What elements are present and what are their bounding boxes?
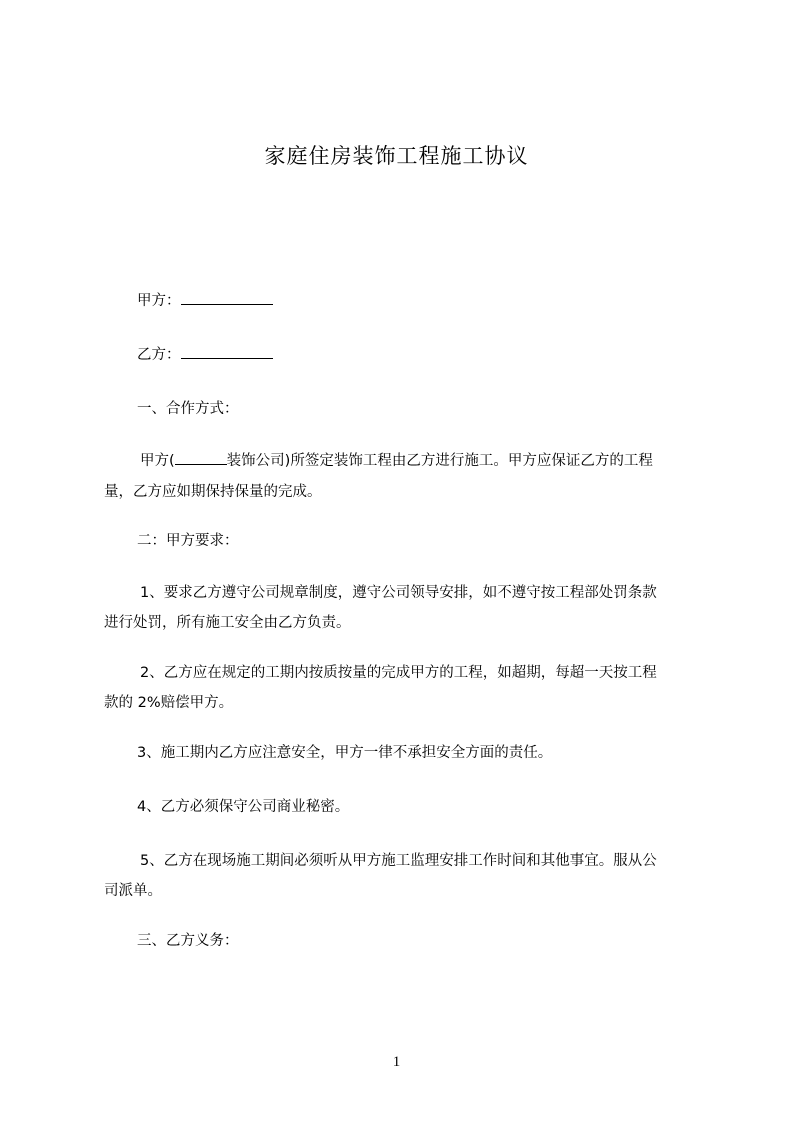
item-5-line-1: 5、乙方在现场施工期间必须听从甲方施工监理安排工作时间和其他事宜。服从公 (140, 853, 657, 869)
party-a-blank (181, 290, 273, 305)
item-1-line-2: 进行处罚，所有施工安全由乙方负责。 (104, 615, 351, 631)
paragraph-1-line-1 (140, 446, 653, 477)
paragraph-1-line-2: 量，乙方应如期保持保量的完成。 (104, 484, 322, 500)
document-title: 家庭住房装饰工程施工协议 (264, 144, 529, 168)
item-1-line-1: 1、要求乙方遵守公司规章制度，遵守公司领导安排，如不遵守按工程部处罚条款 (140, 585, 657, 601)
item-4: 4、乙方必须保守公司商业秘密。 (137, 799, 350, 815)
item-2-line-1: 2、乙方应在规定的工期内按质按量的完成甲方的工程，如超期，每超一天按工程 (140, 665, 657, 681)
party-a-label: 甲方： (137, 293, 181, 309)
party-b-blank (181, 344, 273, 359)
page-number: 1 (392, 1054, 401, 1070)
party-b-line (137, 340, 273, 371)
paragraph-1-prefix: 甲方( (140, 453, 175, 469)
item-3: 3、施工期内乙方应注意安全，甲方一律不承担安全方面的责任。 (137, 745, 553, 761)
party-a-line (137, 286, 273, 317)
party-b-label: 乙方： (137, 347, 181, 363)
item-5-line-2: 司派单。 (104, 883, 162, 899)
section-3-heading: 三、乙方义务： (137, 933, 239, 949)
item-2-line-2: 款的 2%赔偿甲方。 (104, 695, 234, 711)
section-2-heading: 二：甲方要求： (137, 533, 239, 549)
paragraph-1-mid: 装饰公司)所签定装饰工程由乙方进行施工。甲方应保证乙方的工程 (226, 453, 653, 469)
company-name-blank (175, 450, 227, 465)
section-1-heading: 一、合作方式： (137, 401, 239, 417)
